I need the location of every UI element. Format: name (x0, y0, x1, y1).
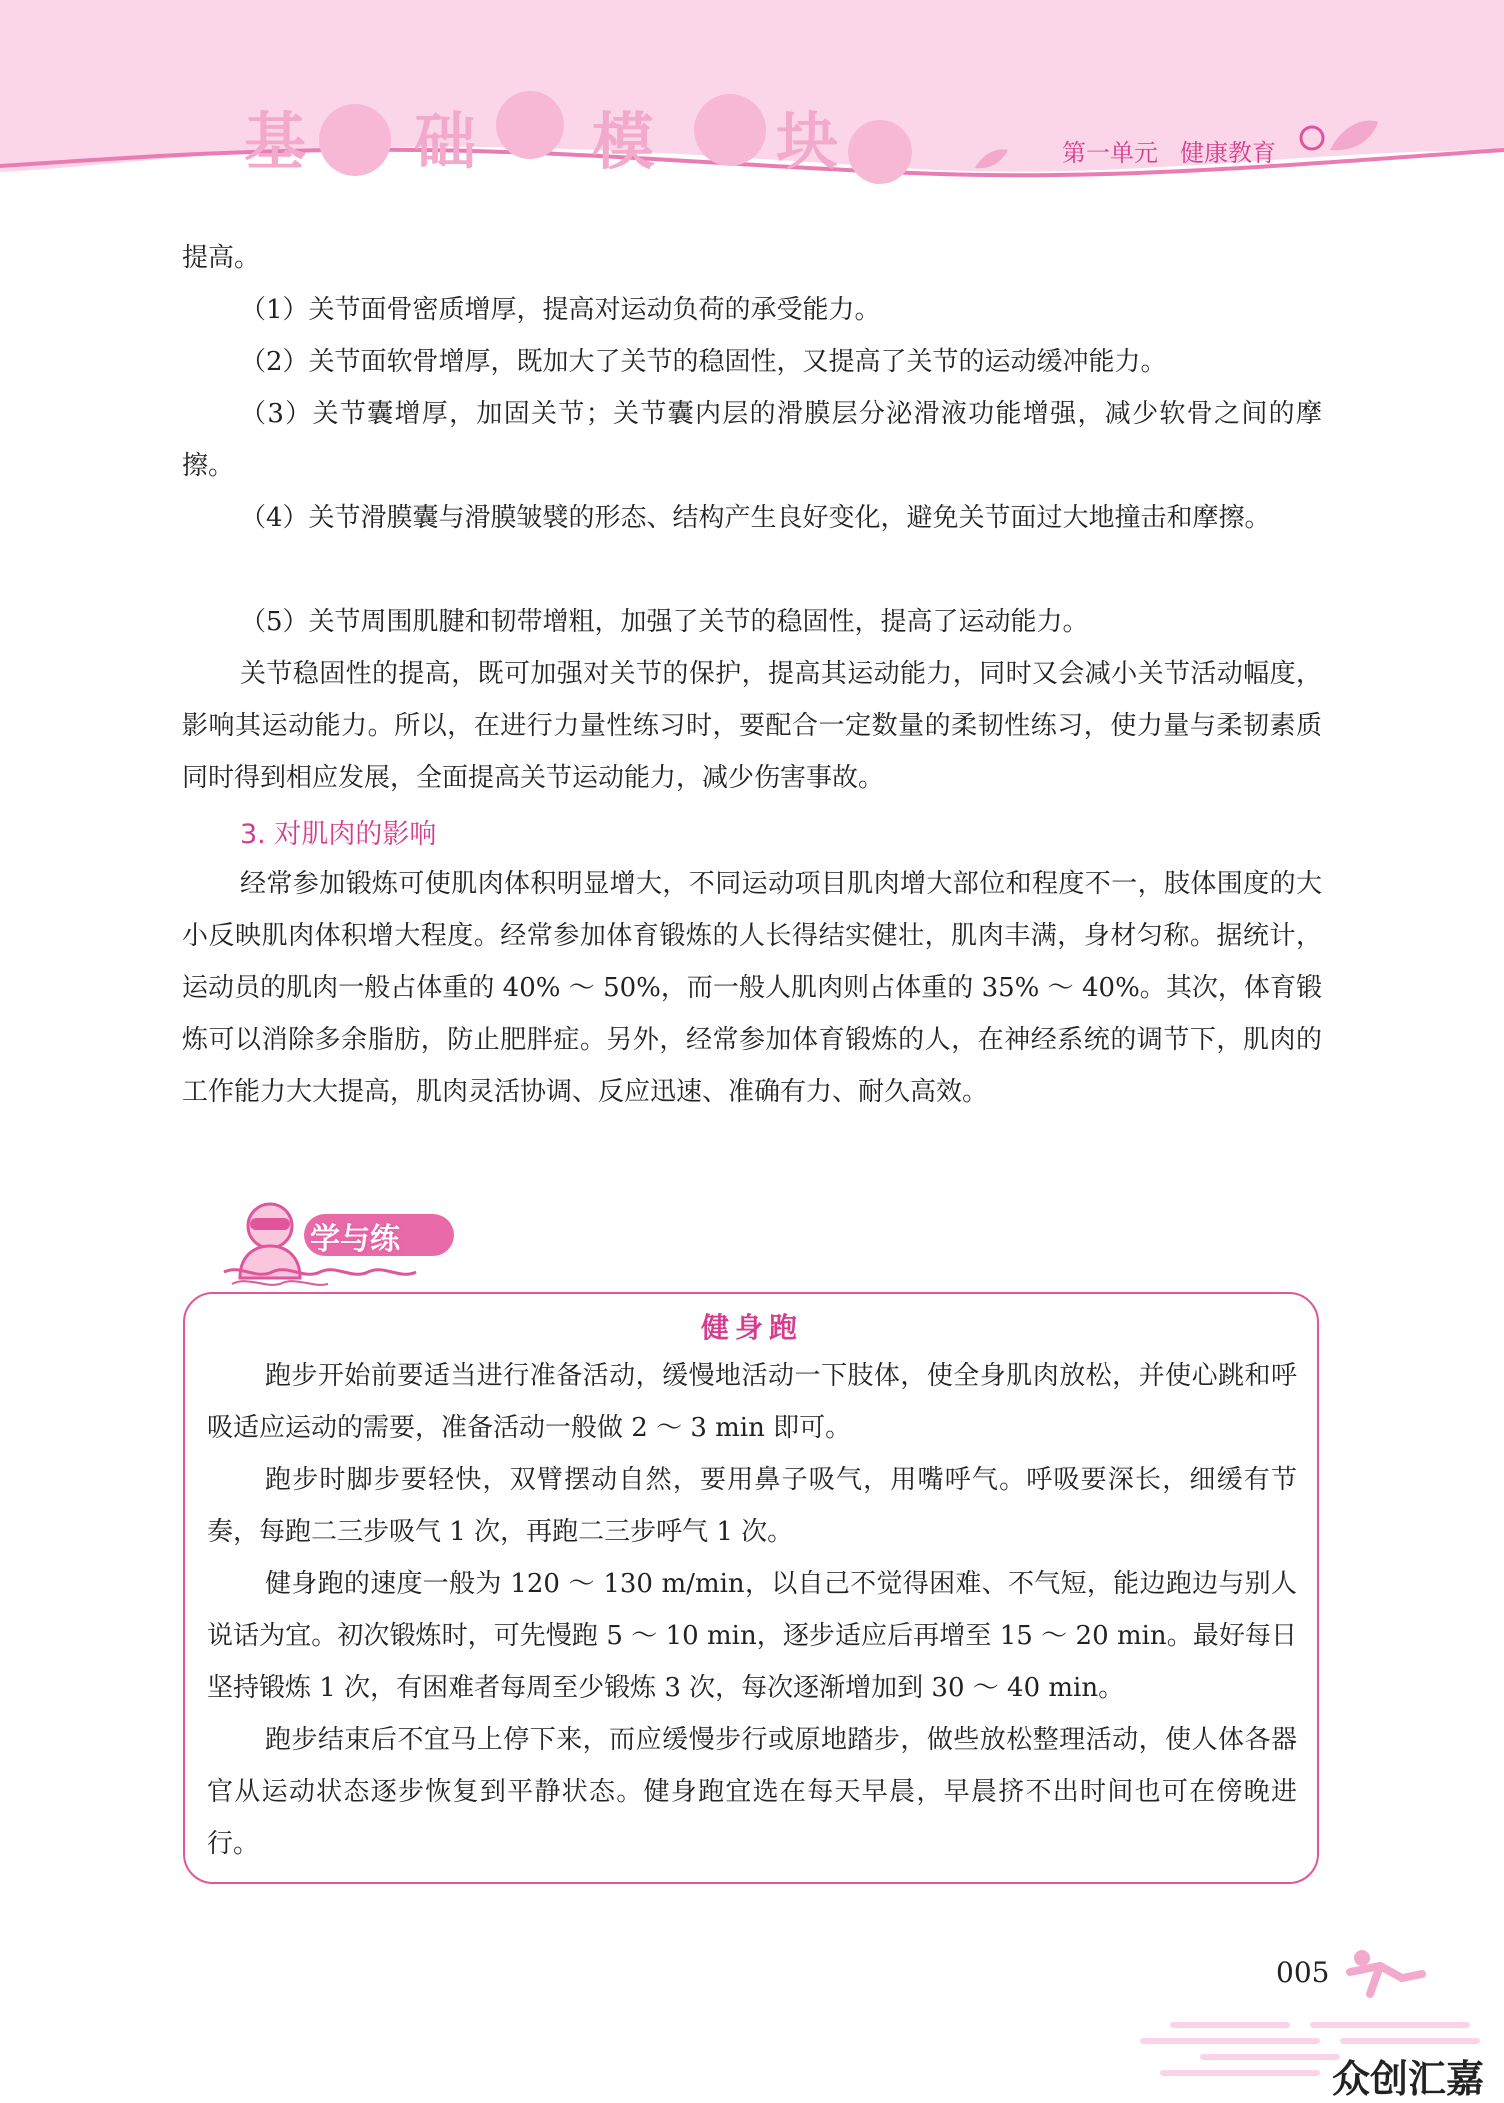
banner-char-1: 基 (244, 105, 307, 178)
banner-char-4: 块 (776, 105, 839, 178)
banner-char-3: 模 (592, 105, 655, 178)
joint-item-4: （4）关节滑膜囊与滑膜皱襞的形态、结构产生良好变化，避免关节面过大地撞击和摩擦。 (240, 503, 1271, 533)
paragraph-continue: 提高。 (182, 243, 261, 273)
banner-char-2: 础 (414, 105, 477, 178)
unit-label (1062, 133, 1298, 168)
study-paragraph-3: 健身跑的速度一般为 120 ～ 130 m/min，以自己不觉得困难、不气短，能边跑边与别人说话为宜。初次锻炼时，可先慢跑 5 ～ 10 min，逐步适应后再增至 15 ～ 20 min。最好每日坚持锻炼 1 次，有困难者每周至少锻炼 3 次，每次逐渐增加到 30 ～ 40 min。 (207, 1569, 1297, 1703)
section-heading-muscle: 3. 对肌肉的影响 (240, 819, 437, 850)
paragraph-stability: 关节稳固性的提高，既可加强对关节的保护，提高其运动能力，同时又会减小关节活动幅度，影响其运动能力。所以，在进行力量性练习时，要配合一定数量的柔韧性练习，使力量与柔韧素质同时得到相应发展，全面提高关节运动能力，减少伤害事故。 (182, 659, 1322, 793)
joint-item-2: （2）关节面软骨增厚，既加大了关节的稳固性，又提高了关节的运动缓冲能力。 (240, 347, 1167, 377)
badge-label: 学与练 (310, 1222, 400, 1257)
page-number: 005 (1276, 1956, 1330, 1989)
athlete-emblem-1 (319, 104, 391, 176)
unit-name: 第一单元 (1062, 139, 1158, 167)
study-paragraph-2: 跑步时脚步要轻快，双臂摆动自然，要用鼻子吸气，用嘴呼气。呼吸要深长，细缓有节奏，每跑二三步吸气 1 次，再跑二三步呼气 1 次。 (207, 1465, 1297, 1547)
section-name: 健康教育 (1180, 139, 1276, 167)
watermark: 众创汇嘉 (1332, 2057, 1485, 2101)
joint-item-1: （1）关节面骨密质增厚，提高对运动负荷的承受能力。 (240, 295, 881, 325)
study-paragraph-1: 跑步开始前要适当进行准备活动，缓慢地活动一下肢体，使全身肌肉放松，并使心跳和呼吸适应运动的需要，准备活动一般做 2 ～ 3 min 即可。 (207, 1361, 1297, 1443)
joint-item-3: （3）关节囊增厚，加固关节；关节囊内层的滑膜层分泌滑液功能增强，减少软骨之间的摩擦。 (182, 399, 1322, 481)
header-band (0, 0, 1504, 200)
study-box-title: 健身跑 (700, 1311, 803, 1344)
header-wave (0, 0, 1504, 200)
runner-icon (1340, 1944, 1430, 2004)
joint-item-5: （5）关节周围肌腱和韧带增粗，加强了关节的稳固性，提高了运动能力。 (240, 607, 1089, 637)
study-paragraph-4: 跑步结束后不宜马上停下来，而应缓慢步行或原地踏步，做些放松整理活动，使人体各器官从运动状态逐步恢复到平静状态。健身跑宜选在每天早晨，早晨挤不出时间也可在傍晚进行。 (207, 1725, 1297, 1859)
paragraph-muscle: 经常参加锻炼可使肌肉体积明显增大，不同运动项目肌肉增大部位和程度不一，肢体围度的大小反映肌肉体积增大程度。经常参加体育锻炼的人长得结实健壮，肌肉丰满，身材匀称。据统计，运动员的肌肉一般占体重的 40% ～ 50%，而一般人肌肉则占体重的 35% ～ 40%。其次，体育锻炼可以消除多余脂肪，防止肥胖症。另外，经常参加体育锻炼的人，在神经系统的调节下，肌肉的工作能力大大提高，肌肉灵活协调、反应迅速、准确有力、耐久高效。 (182, 869, 1322, 1107)
